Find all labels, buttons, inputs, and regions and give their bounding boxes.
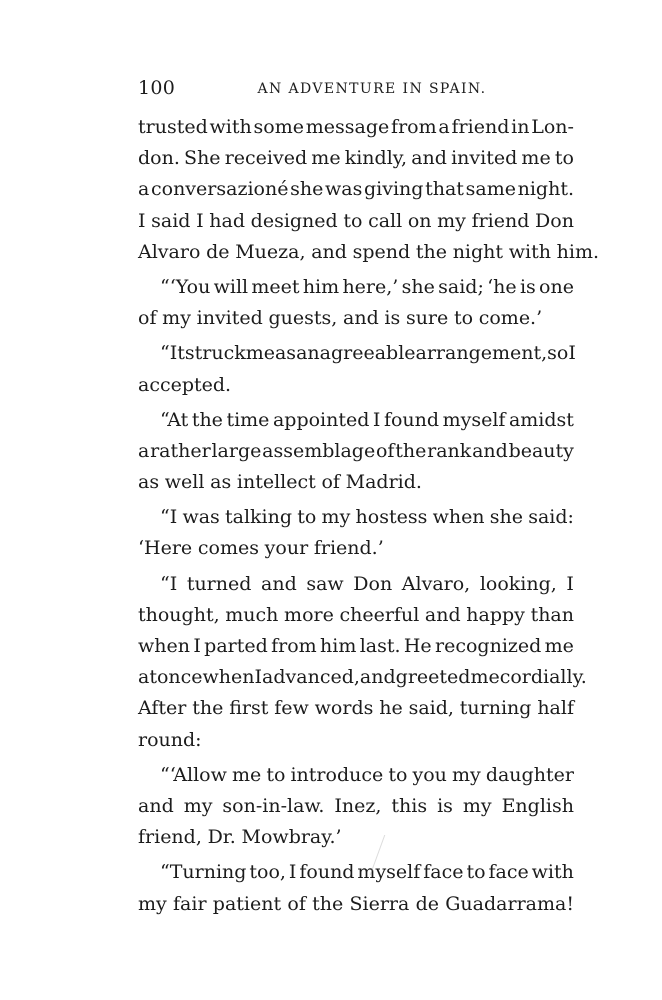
body-text — [138, 112, 600, 920]
paragraph — [138, 338, 574, 400]
text-line: my fair patient of the Sierra de Guadarrama! — [138, 892, 574, 915]
paragraph — [138, 502, 574, 564]
page-header — [138, 74, 574, 102]
text-line: “At the time appointed I found myself amidst — [160, 408, 574, 431]
paragraph — [138, 112, 600, 268]
text-line: and my son-in-law. Inez, this is my English — [138, 794, 574, 817]
text-line: I said I had designed to call on my friend Don — [138, 209, 574, 232]
text-line: “It struck me as an agreeable arrangement, so I — [160, 342, 576, 365]
text-line: friend, Dr. Mowbray.’ — [138, 826, 342, 849]
text-line: “I was talking to my hostess when she said: — [160, 506, 574, 529]
text-line: don. She received me kindly, and invited me to — [138, 147, 574, 170]
text-line: “‘Allow me to introduce to you my daughter — [160, 763, 574, 786]
text-line: round: — [138, 728, 202, 751]
text-line: Alvaro de Mueza, and spend the night with him. — [138, 240, 600, 263]
text-line: After the first few words he said, turning half — [138, 697, 574, 720]
text-line: accepted. — [138, 373, 232, 396]
paragraph — [138, 272, 574, 334]
paragraph — [138, 760, 574, 854]
text-line: “I turned and saw Don Alvaro, looking, I — [160, 572, 574, 595]
text-line: “‘You will meet him here,’ she said; ‘he is one — [160, 275, 574, 298]
text-line: as well as intellect of Madrid. — [138, 471, 422, 494]
text-line: at once when I advanced, and greeted me cordially. — [138, 666, 587, 689]
text-line: “Turning too, I found myself face to face with — [160, 861, 574, 884]
running-head: AN ADVENTURE IN SPAIN. — [257, 81, 487, 97]
paragraph — [138, 857, 574, 919]
text-line: when I parted from him last. He recognized me — [138, 635, 574, 657]
paragraph — [138, 405, 574, 499]
text-line: a conversazioné she was giving that same night. — [138, 178, 574, 201]
text-line: of my invited guests, and is sure to come.’ — [138, 307, 543, 330]
text-line: ‘Here comes your friend.’ — [138, 537, 384, 560]
page-number: 100 — [138, 77, 176, 99]
text-line: thought, much more cheerful and happy than — [138, 603, 574, 626]
text-line: trusted with some message from a friend in Lon- — [138, 116, 574, 138]
text-line: a rather large assemblage of the rank and beauty — [138, 439, 574, 462]
paragraph — [138, 569, 587, 756]
